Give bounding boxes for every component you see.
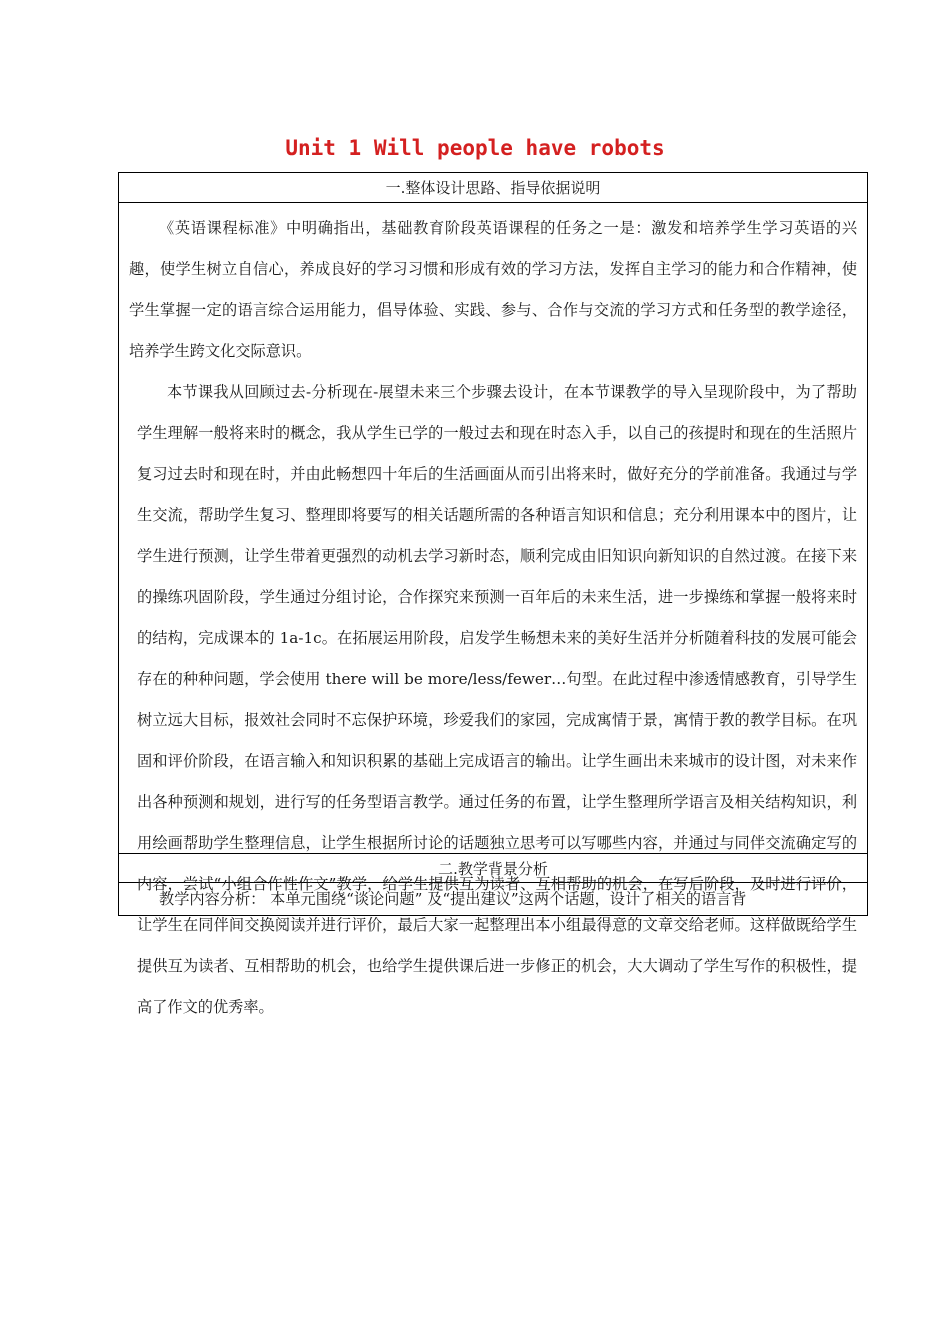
teaching-content-analysis: 教学内容分析： 本单元围绕“谈论问题” 及“提出建议”这两个话题，设计了相关的语言背 (159, 890, 747, 908)
section-heading-teaching-background: 二.教学背景分析 (119, 853, 867, 883)
paragraph-lesson-design: 本节课我从回顾过去-分析现在-展望未来三个步骤去设计，在本节课教学的导入呈现阶段中，为了帮助学生理解一般将来时的概念，我从学生已学的一般过去和现在时态入手，以自己的孩提时和现在的生活照片复习过去时和现在时，并由此畅想四十年后的生活画面从而引出将来时，做好充分的学前准备。我通过与学生交流，帮助学生复习、整理即将要写的相关话题所需的各种语言知识和信息；充分利用课本中的图片，让学生进行预测，让学生带着更强烈的动机去学习新时态，顺利完成由旧知识向新知识的自然过渡。在接下来的操练巩固阶段，学生通过分组讨论，合作探究来预测一百年后的未来生活，进一步操练和掌握一般将来时的结构，完成课本的 1a-1c。在拓展运用阶段，启发学生畅想未来的美好生活并分析随着科技的发展可能会存在的种种问题，学会使用 there will be more/less/fewer…句型。在此过程中渗透情感教育，引导学生树立远大目标，报效社会同时不忘保护环境，珍爱我们的家园，完成寓情于景，寓情于教的教学目标。在巩固和评价阶段，在语言输入和知识积累的基础上完成语言的输出。让学生画出未来城市的设计图，对未来作出各种预测和规划，进行写的任务型语言教学。通过任务的布置，让学生整理所学语言及相关结构知识，利用绘画帮助学生整理信息，让学生根据所讨论的话题独立思考可以写哪些内容，并通过与同伴交流确定写的内容，尝试“小组合作性作文”教学，给学生提供互为读者、互相帮助的机会，在写后阶段，及时进行评价，让学生在同伴间交换阅读并进行评价，最后大家一起整理出本小组最得意的文章交给老师。这样做既给学生提供互为读者、互相帮助的机会，也给学生提供课后进一步修正的机会，大大调动了学生写作的积极性，提高了作文的优秀率。 (137, 383, 857, 1016)
paragraph-curriculum-standard: 《英语课程标准》中明确指出，基础教育阶段英语课程的任务之一是：激发和培养学生学习英语的兴趣，使学生树立自信心，养成良好的学习习惯和形成有效的学习方法，发挥自主学习的能力和合作精神，使学生掌握一定的语言综合运用能力，倡导体验、实践、参与、合作与交流的学习方式和任务型的教学途径，培养学生跨文化交际意识。 (129, 219, 857, 360)
document-table (118, 172, 868, 1016)
page-title: Unit 1 Will people have robots (285, 136, 665, 160)
section-heading-design-rationale: 一.整体设计思路、指导依据说明 (119, 173, 867, 203)
